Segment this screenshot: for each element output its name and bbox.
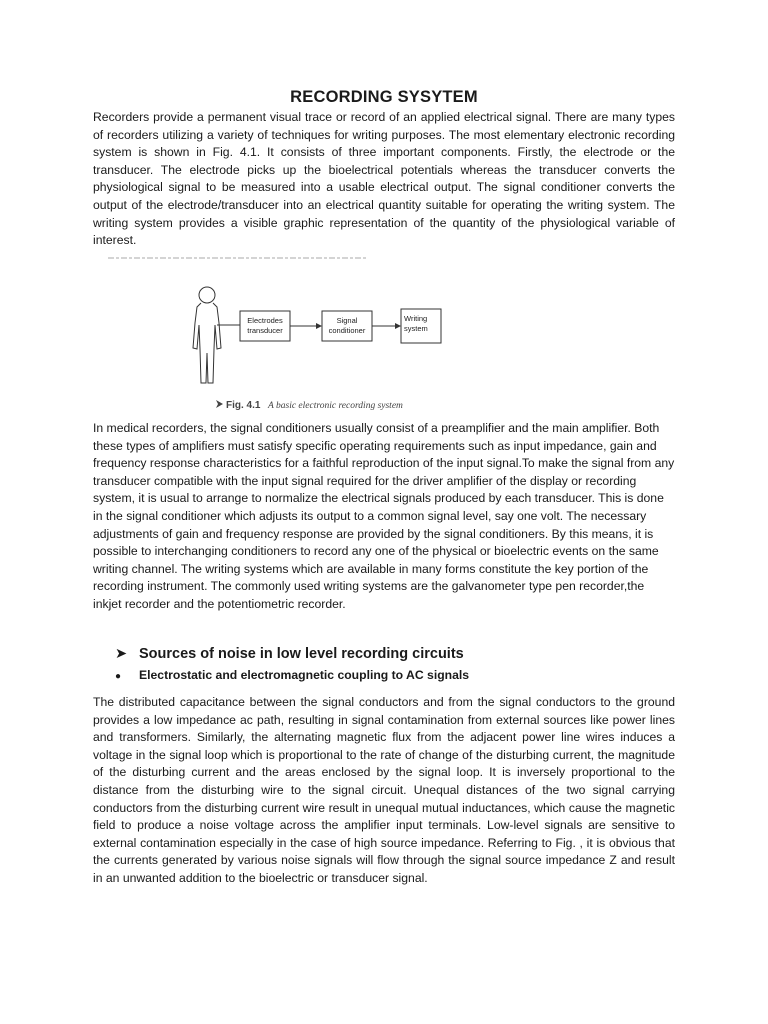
figure-caption-text: A basic electronic recording system: [268, 401, 403, 411]
section-heading-text: Sources of noise in low level recording circuits: [139, 646, 464, 662]
figure-recording-system: [106, 253, 428, 418]
arrow-head-icon: [316, 323, 322, 329]
paragraph-signal-conditioners: In medical recorders, the signal conditioners usually consist of a preamplifier and the main amplifier. Both these types of amplifiers must satisfy specific operating requirements such as input impedance, gain and frequency response characteristics for a faithful reproduction of the input signal.To make the signal from any transducer compatible with the input signal required for the driver amplifier of the display or recording system, it is usual to arrange to normalize the electrical signals produced by each transducer. This is done in the signal conditioner which adjusts its output to a common signal level, say one volt. The necessary adjustments of gain and frequency response are provided by the signal conditioners. By this means, it is possible to interchanging conditioners to record any one of the physical or bioelectric events on the same writing channel. The writing systems which are available in many forms constitute the key portion of the recording instrument. The commonly used writing systems are the galvanometer type pen recorder,the inkjet recorder and the potentiometric recorder.: [93, 421, 675, 611]
caption-arrow-icon: [216, 400, 223, 408]
paragraph-intro: Recorders provide a permanent visual trace or record of an applied electrical signal. There are many types of recorders utilizing a variety of techniques for writing purposes. The most elementary electronic recording system is shown in Fig. 4.1. It consists of three important components. Firstly, the electrode or the transducer. The electrode picks up the bioelectrical potentials whereas the transducer converts the physiological signal to be measured into a usable electrical output. The signal conditioner converts the output of the electrode/transducer into an electrical quantity suitable for operating the writing system. The writing system provides a visible graphic representation of the quantity of the physiological variable of interest.: [93, 110, 675, 248]
page-title: RECORDING SYSYTEM: [290, 88, 478, 106]
section-heading: [115, 646, 464, 662]
human-figure-icon: [193, 287, 221, 383]
block1-line1: Electrodes: [247, 316, 283, 325]
paragraph-noise: The distributed capacitance between the signal conductors and from the signal conductors to the ground provides a low impedance ac path, resulting in signal contamination from external sources like power lines and transformers. Similarly, the alternating magnetic flux from the adjacent power line wires induces a voltage in the signal loop which is proportional to the rate of change of the disturbing current, the magnitude of the disturbing current and the areas enclosed by the signal loop. It is inversely proportional to the distance from the disturbing wire to the signal circuit. Unequal distances of the two signal carrying conductors from the disturbing current wire result in unequal mutual inductances, which cause the magnetic field to produce a noise voltage across the amplifier input terminals. Low-level signals are sensitive to external contamination especially in the case of high source impedance. Referring to Fig. , it is obvious that the currents generated by various noise signals will flow through the signal source impedance Z and result in an unwanted addition to the bioelectric or transducer signal.: [93, 695, 675, 885]
bullet-item-text: Electrostatic and electromagnetic coupling to AC signals: [139, 668, 470, 682]
figure-caption-label: Fig. 4.1: [226, 400, 261, 411]
block3-line2: system: [404, 324, 428, 333]
block1-line2: transducer: [247, 326, 283, 335]
block2-line1: Signal: [336, 316, 358, 325]
arrow-head-icon: [395, 323, 401, 329]
block3-line1: Writing: [404, 314, 428, 323]
arrow-bullet-icon: ➤: [115, 646, 128, 662]
bullet-item: [115, 668, 469, 682]
bullet-dot-icon: ●: [115, 671, 122, 682]
block2-line2: conditioner: [328, 326, 366, 335]
